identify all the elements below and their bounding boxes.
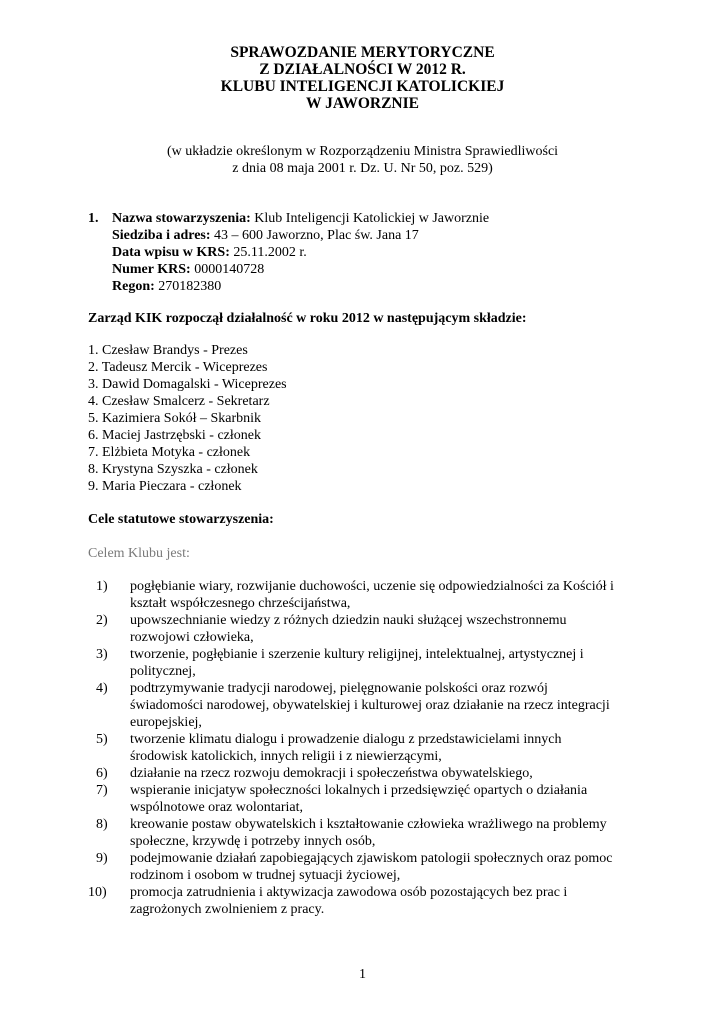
list-item: 4. Czesław Smalcerz - Sekretarz xyxy=(88,394,270,409)
regon-label: Regon: xyxy=(112,279,155,294)
subtitle-line: (w układzie określonym w Rozporządzeniu Ministra Sprawiedliwości xyxy=(166,144,559,159)
goal-text-line: wspieranie inicjatyw społeczności lokalnych i przedsięwzięć opartych o działania xyxy=(130,783,588,798)
goal-text-line: pogłębianie wiary, rozwijanie duchowości, uczenie się odpowiedzialności za Kościół i xyxy=(130,579,614,594)
list-item: 8. Krystyna Szyszka - członek xyxy=(88,462,258,477)
goal-text-line: działanie na rzecz rozwoju demokracji i społeczeństwa obywatelskiego, xyxy=(130,766,533,781)
goal-text-line: środowisk katolickich, innych religii i z niewierzącymi, xyxy=(130,749,442,764)
goal-text-line: podejmowanie działań zapobiegających zjawiskom patologii społecznych oraz pomoc xyxy=(130,851,613,866)
goal-text-line: upowszechnianie wiedzy z różnych dziedzin nauki służącej wszechstronnemu xyxy=(130,613,567,628)
list-item: 5. Kazimiera Sokół – Skarbnik xyxy=(88,411,262,426)
goal-text-line: europejskiej, xyxy=(130,715,202,730)
title-line: W JAWORZNIE xyxy=(306,95,419,112)
title-line: Z DZIAŁALNOŚCI W 2012 R. xyxy=(259,61,466,78)
krs-number-label: Numer KRS: xyxy=(112,262,191,277)
org-name-label: Nazwa stowarzyszenia: xyxy=(112,211,251,226)
list-item xyxy=(88,680,648,731)
list-item: 1. Czesław Brandys - Prezes xyxy=(88,343,248,358)
goals-intro: Celem Klubu jest: xyxy=(88,546,190,561)
goal-text-line: świadomości narodowej, obywatelskiej i kulturowej oraz działanie na rzecz integracji xyxy=(130,698,610,713)
goal-number: 7) xyxy=(96,783,108,798)
list-item xyxy=(88,782,648,816)
title-line: SPRAWOZDANIE MERYTORYCZNE xyxy=(230,44,495,61)
org-address-value: 43 – 600 Jaworzno, Plac św. Jana 17 xyxy=(210,228,419,243)
list-item xyxy=(88,646,648,680)
goal-text-line: kreowanie postaw obywatelskich i kształtowanie człowieka wrażliwego na problemy xyxy=(130,817,607,832)
goal-text-line: podtrzymywanie tradycji narodowej, pielęgnowanie polskości oraz rozwój xyxy=(130,681,548,696)
goal-text-line: kształt współczesnego chrześcijaństwa, xyxy=(130,596,351,611)
org-name-value: Klub Inteligencji Katolickiej w Jaworznie xyxy=(250,211,490,226)
goal-number: 2) xyxy=(96,613,108,628)
page-number: 1 xyxy=(359,967,366,982)
goal-text-line: wspólnotowe oraz wolontariat, xyxy=(130,800,304,815)
organization-info xyxy=(88,210,489,295)
goal-number: 10) xyxy=(88,885,107,900)
list-item: 3. Dawid Domagalski - Wiceprezes xyxy=(88,377,287,392)
goal-number: 8) xyxy=(96,817,108,832)
org-name-row xyxy=(112,210,489,227)
document-subtitle xyxy=(0,143,725,177)
list-item xyxy=(88,765,648,782)
list-item xyxy=(88,612,648,646)
goal-number: 3) xyxy=(96,647,108,662)
list-item: 6. Maciej Jastrzębski - członek xyxy=(88,428,261,443)
goal-text-line: tworzenie klimatu dialogu i prowadzenie dialogu z przedstawicielami innych xyxy=(130,732,562,747)
subtitle-line: z dnia 08 maja 2001 r. Dz. U. Nr 50, poz. 529) xyxy=(232,161,493,176)
list-item: 2. Tadeusz Mercik - Wiceprezes xyxy=(88,360,268,375)
list-item xyxy=(88,731,648,765)
org-address-row xyxy=(112,227,489,244)
goal-text-line: promocja zatrudnienia i aktywizacja zawodowa osób pozostających bez prac i xyxy=(130,885,568,900)
list-item xyxy=(88,578,648,612)
title-line: KLUBU INTELIGENCJI KATOLICKIEJ xyxy=(220,78,505,95)
goal-text-line: zagrożonych zwolnieniem z pracy. xyxy=(130,902,325,917)
krs-date-label: Data wpisu w KRS: xyxy=(112,245,230,260)
regon-row xyxy=(112,278,489,295)
goal-number: 4) xyxy=(96,681,108,696)
goal-number: 5) xyxy=(96,732,108,747)
krs-number-row xyxy=(112,261,489,278)
board-heading: Zarząd KIK rozpoczął działalność w roku 2012 w następującym składzie: xyxy=(88,311,527,326)
regon-value: 270182380 xyxy=(154,279,222,294)
goals-list xyxy=(88,578,648,918)
goal-number: 9) xyxy=(96,851,108,866)
krs-date-row xyxy=(112,244,489,261)
krs-date-value: 25.11.2002 r. xyxy=(229,245,307,260)
list-item xyxy=(88,884,648,918)
goal-text-line: rodzinom i osobom w trudnej sytuacji życiowej, xyxy=(130,868,401,883)
document-title xyxy=(0,44,725,112)
board-members-list xyxy=(88,342,287,495)
goals-heading: Cele statutowe stowarzyszenia: xyxy=(88,512,274,527)
list-item xyxy=(88,850,648,884)
list-item: 9. Maria Pieczara - członek xyxy=(88,479,242,494)
goal-text-line: tworzenie, pogłębianie i szerzenie kultury religijnej, intelektualnej, artystycznej i xyxy=(130,647,584,662)
goal-number: 6) xyxy=(96,766,108,781)
goal-text-line: rozwojowi człowieka, xyxy=(130,630,254,645)
section-number: 1. xyxy=(88,211,99,226)
goal-number: 1) xyxy=(96,579,108,594)
goal-text-line: politycznej, xyxy=(130,664,196,679)
list-item: 7. Elżbieta Motyka - członek xyxy=(88,445,251,460)
list-item xyxy=(88,816,648,850)
krs-number-value: 0000140728 xyxy=(190,262,265,277)
goal-text-line: społeczne, krzywdę i potrzeby innych osób, xyxy=(130,834,376,849)
org-address-label: Siedziba i adres: xyxy=(112,228,211,243)
